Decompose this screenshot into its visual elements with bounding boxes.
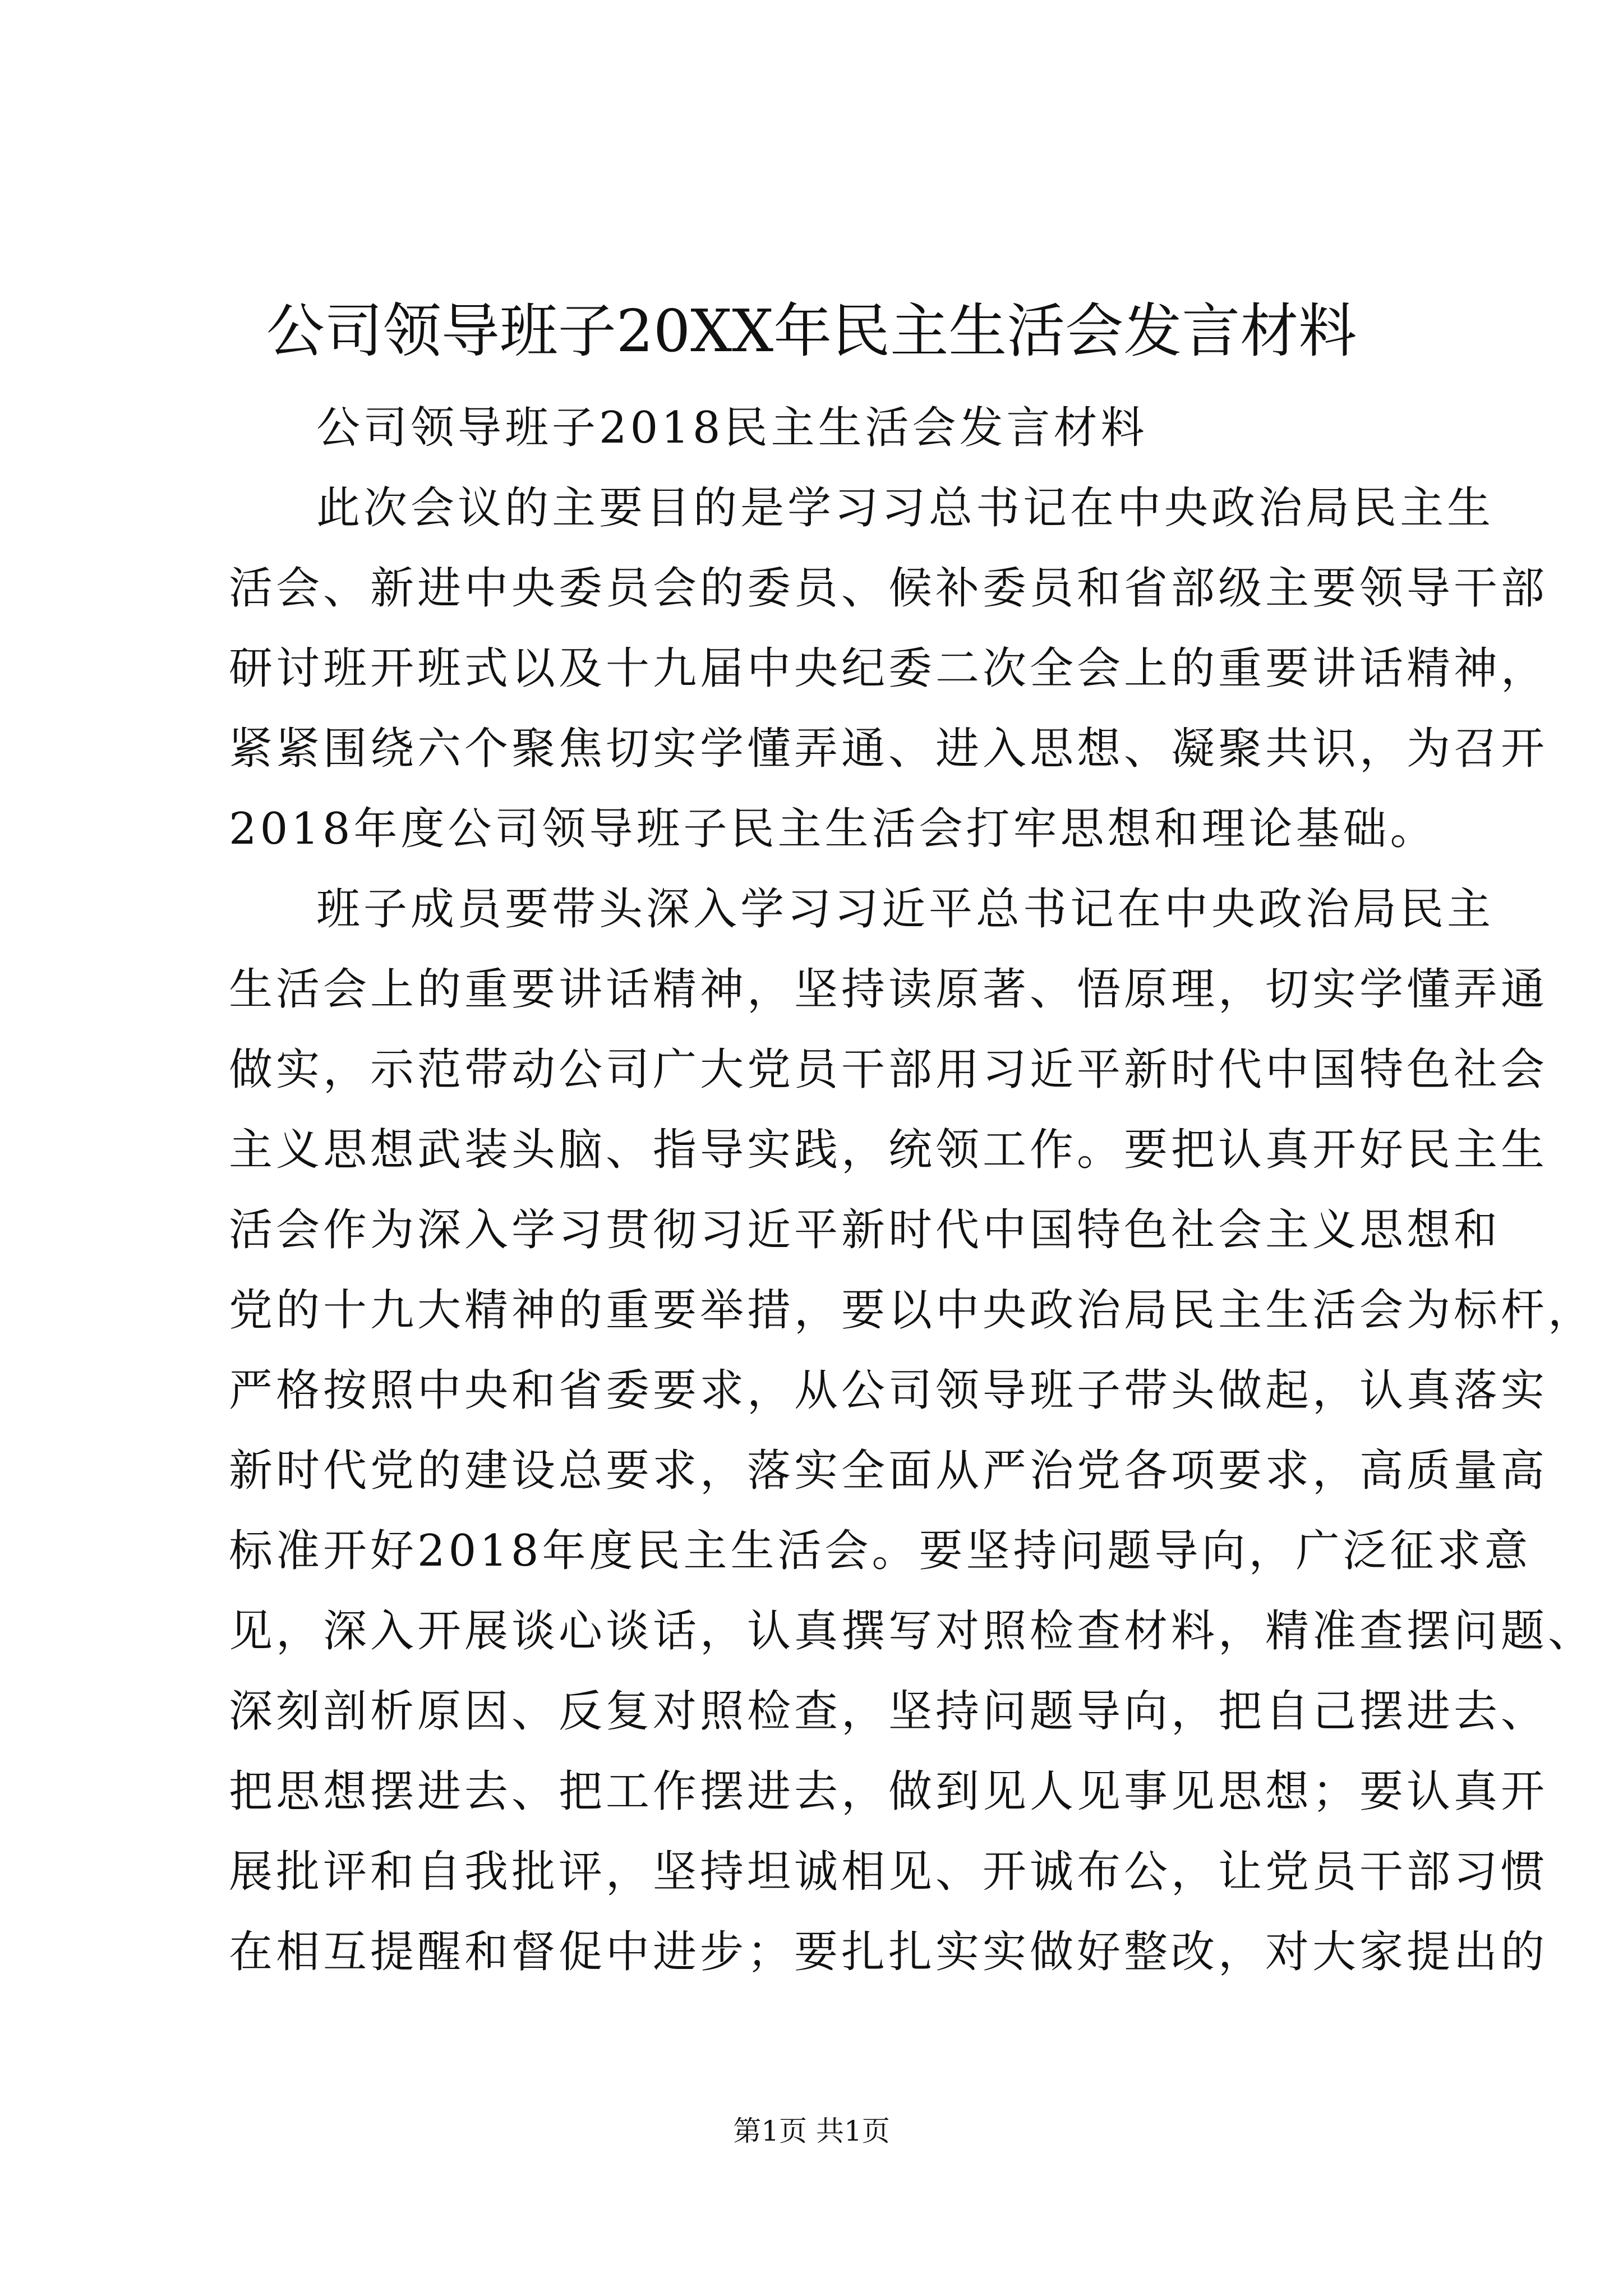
paragraph-2-line-2: 生活会上的重要讲话精神，坚持读原著、悟原理，切实学懂弄通	[229, 964, 1548, 1015]
document-title: 公司领导班子20XX年民主生活会发言材料	[266, 297, 1357, 365]
paragraph-2-line-10: 见，深入开展谈心谈话，认真撰写对照检查材料，精准查摆问题、	[229, 1606, 1596, 1657]
paragraph-2-line-12: 把思想摆进去、把工作摆进去，做到见人见事见思想；要认真开	[229, 1766, 1548, 1817]
page-number-footer: 第1页 共1页	[733, 2115, 890, 2147]
paragraph-2-line-4: 主义思想武装头脑、指导实践，统领工作。要把认真开好民主生	[229, 1125, 1548, 1175]
paragraph-2-line-11: 深刻剖析原因、反复对照检查，坚持问题导向，把自己摆进去、	[229, 1686, 1548, 1737]
paragraph-2-line-5: 活会作为深入学习贯彻习近平新时代中国特色社会主义思想和	[229, 1205, 1501, 1255]
paragraph-2-line-14: 在相互提醒和督促中进步；要扎扎实实做好整改，对大家提出的	[229, 1927, 1548, 1977]
paragraph-2-line-9: 标准开好2018年度民主生活会。要坚持问题导向，广泛征求意	[229, 1526, 1532, 1576]
paragraph-2-line-7: 严格按照中央和省委要求，从公司领导班子带头做起，认真落实	[229, 1365, 1548, 1416]
document-body	[229, 388, 1596, 1993]
paragraph-2-line-1: 班子成员要带头深入学习习近平总书记在中央政治局民主	[316, 884, 1495, 935]
paragraph-2-line-6: 党的十九大精神的重要举措，要以中央政治局民主生活会为标杆，	[229, 1285, 1596, 1336]
paragraph-2-line-8: 新时代党的建设总要求，落实全面从严治党各项要求，高质量高	[229, 1446, 1548, 1496]
paragraph-2-line-13: 展批评和自我批评，坚持坦诚相见、开诚布公，让党员干部习惯	[229, 1847, 1548, 1897]
paragraph-1-line-5: 2018年度公司领导班子民主生活会打牢思想和理论基础。	[229, 804, 1437, 854]
paragraph-1-line-3: 研讨班开班式以及十九届中央纪委二次全会上的重要讲话精神，	[229, 643, 1548, 694]
paragraph-2-line-3: 做实，示范带动公司广大党员干部用习近平新时代中国特色社会	[229, 1045, 1548, 1095]
paragraph-1-line-2: 活会、新进中央委员会的委员、候补委员和省部级主要领导干部	[229, 563, 1548, 614]
paragraph-1-line-1: 此次会议的主要目的是学习习总书记在中央政治局民主生	[316, 483, 1495, 533]
paragraph-1-line-4: 紧紧围绕六个聚焦切实学懂弄通、进入思想、凝聚共识，为召开	[229, 724, 1548, 774]
subtitle-line: 公司领导班子2018民主生活会发言材料	[316, 403, 1148, 453]
